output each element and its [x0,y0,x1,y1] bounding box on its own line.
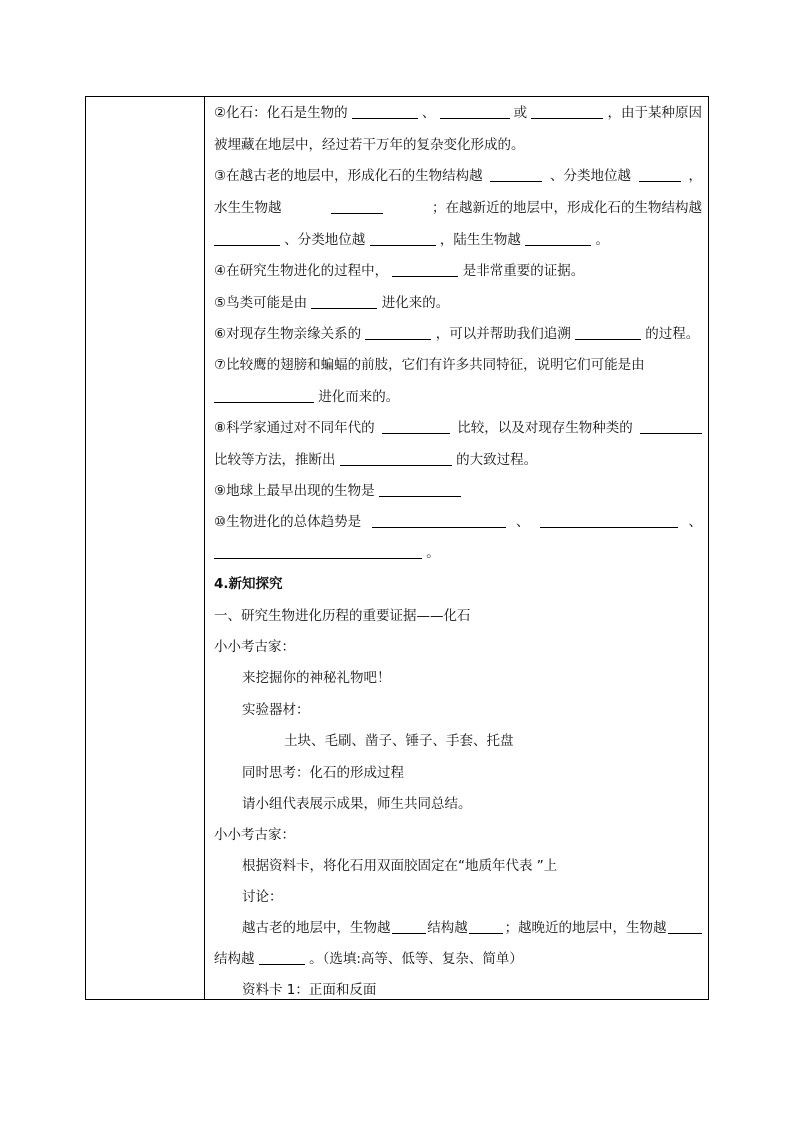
q10-end: 。 [426,545,440,561]
equipment-label: 实验器材： [242,702,310,718]
q5-blank[interactable] [311,294,377,309]
q5-text-a: ⑤鸟类可能是由 [214,295,308,311]
q2-line1 [214,104,702,122]
q3-text-h: 。 [595,232,609,248]
q2-blank-3[interactable] [531,104,603,119]
q7-line1: ⑦比较鹰的翅膀和蝙蝠的前肢，它们有许多共同特征，说明它们可能是由 [214,357,645,373]
q6-blank-1[interactable] [365,325,431,340]
discuss-text-b: 结构越 [427,920,468,936]
q8-blank-3[interactable] [340,451,452,466]
q10-text-b: 、 [516,514,530,530]
equipment-list: 土块、毛刷、凿子、锤子、手套、托盘 [284,733,514,749]
q6-text-b: ，可以并帮助我们追溯 [435,326,571,342]
q2-line2: 被埋藏在地层中，经过若干万年的复杂变化形成的。 [214,137,525,153]
q9-blank[interactable] [379,482,461,497]
present-text: 请小组代表展示成果，师生共同总结。 [242,796,472,812]
q10-blank-2[interactable] [540,513,678,528]
discuss-blank-4[interactable] [259,950,305,965]
q7-line2 [214,388,399,406]
q6-text-c: 的过程。 [645,326,700,342]
section-heading: 4.新知探究 [214,576,283,592]
q3-text-g: ，陆生生物越 [439,232,521,248]
q2-text-d: ，由于某种原因 [607,105,702,121]
q8-text-a: ⑧科学家通过对不同年代的 [214,420,375,436]
q3-text-a: ③在越古老的地层中，形成化石的生物结构越 [214,168,483,184]
discuss-text-d: 结构越 [214,951,255,967]
q10-blank-1[interactable] [372,513,506,528]
discuss-text-a: 越古老的地层中，生物越 [242,920,391,936]
q8-text-b: 比较，以及对现存生物种类的 [457,420,633,436]
q3-blank-3[interactable] [331,199,383,214]
discuss-text-c: ；越晚近的地层中，生物越 [504,920,667,936]
q2-blank-1[interactable] [352,104,418,119]
q3-blank-2[interactable] [639,167,681,182]
q8-blank-2[interactable] [640,419,702,434]
q7-blank[interactable] [214,388,314,403]
q2-text-c: 或 [513,105,528,121]
discuss-label: 讨论： [242,889,283,905]
q10-text-a: ⑩生物进化的总体趋势是 [214,514,362,530]
q7-text-b: 进化而来的。 [318,389,400,405]
q3-blank-6[interactable] [525,231,591,246]
q3-blank-4[interactable] [214,231,280,246]
q10-line2 [214,544,440,562]
q3-text-c: ， [688,168,702,184]
q6-blank-2[interactable] [575,325,641,340]
q3-blank-5[interactable] [370,231,436,246]
card-label: 资料卡 1：正面和反面 [242,982,377,998]
q4-blank[interactable] [392,262,458,277]
q3-text-f: 、分类地位越 [284,232,366,248]
lesson-table [85,96,709,1000]
q4-line [214,262,584,280]
q10-line1 [214,513,702,531]
q2-blank-2[interactable] [440,104,510,119]
q4-text-b: 是非常重要的证据。 [462,263,585,279]
column-divider [204,97,205,999]
discuss-blank-1[interactable] [392,919,426,934]
archaeologist-label-2: 小小考古家： [214,827,295,843]
q3-line3 [214,231,609,249]
q6-text-a: ⑥对现存生物亲缘关系的 [214,326,362,342]
q9-text-a: ⑨地球上最早出现的生物是 [214,483,375,499]
q2-text-b: 、 [421,105,436,121]
q3-line1 [214,167,702,185]
discuss-blank-2[interactable] [469,919,503,934]
dig-text: 来挖掘你的神秘礼物吧！ [242,670,391,686]
discuss-line1 [242,919,702,937]
q3-blank-1[interactable] [490,167,542,182]
think-text: 同时思考：化石的形成过程 [242,765,404,781]
q9-line [214,482,461,500]
discuss-line2 [214,950,523,968]
q8-text-d: 的大致过程。 [456,452,538,468]
q3-line2 [214,199,702,217]
q2-text-a: ②化石：化石是生物的 [214,105,348,121]
q4-text-a: ④在研究生物进化的过程中， [214,263,389,279]
q5-line [214,294,449,312]
q10-blank-3[interactable] [214,544,422,559]
discuss-text-e: 。（选填:高等、低等、复杂、简单） [309,951,523,967]
q5-text-b: 进化来的。 [381,295,450,311]
q3-text-d: 水生生物越 [214,200,282,216]
archaeologist-label-1: 小小考古家： [214,639,295,655]
q3-text-e: ；在越新近的地层中，形成化石的生物结构越 [432,200,702,216]
q8-line2 [214,451,537,469]
q6-line [214,325,699,343]
instruction-text: 根据资料卡，将化石用双面胶固定在“地质年代表 ”上 [242,858,558,874]
q8-text-c: 比较等方法，推断出 [214,452,336,468]
q3-text-b: 、分类地位越 [550,168,632,184]
q8-line1 [214,419,702,437]
q8-blank-1[interactable] [382,419,450,434]
section-subheading: 一、研究生物进化历程的重要证据——化石 [214,608,471,624]
q10-text-c: 、 [688,514,702,530]
discuss-blank-3[interactable] [668,919,702,934]
